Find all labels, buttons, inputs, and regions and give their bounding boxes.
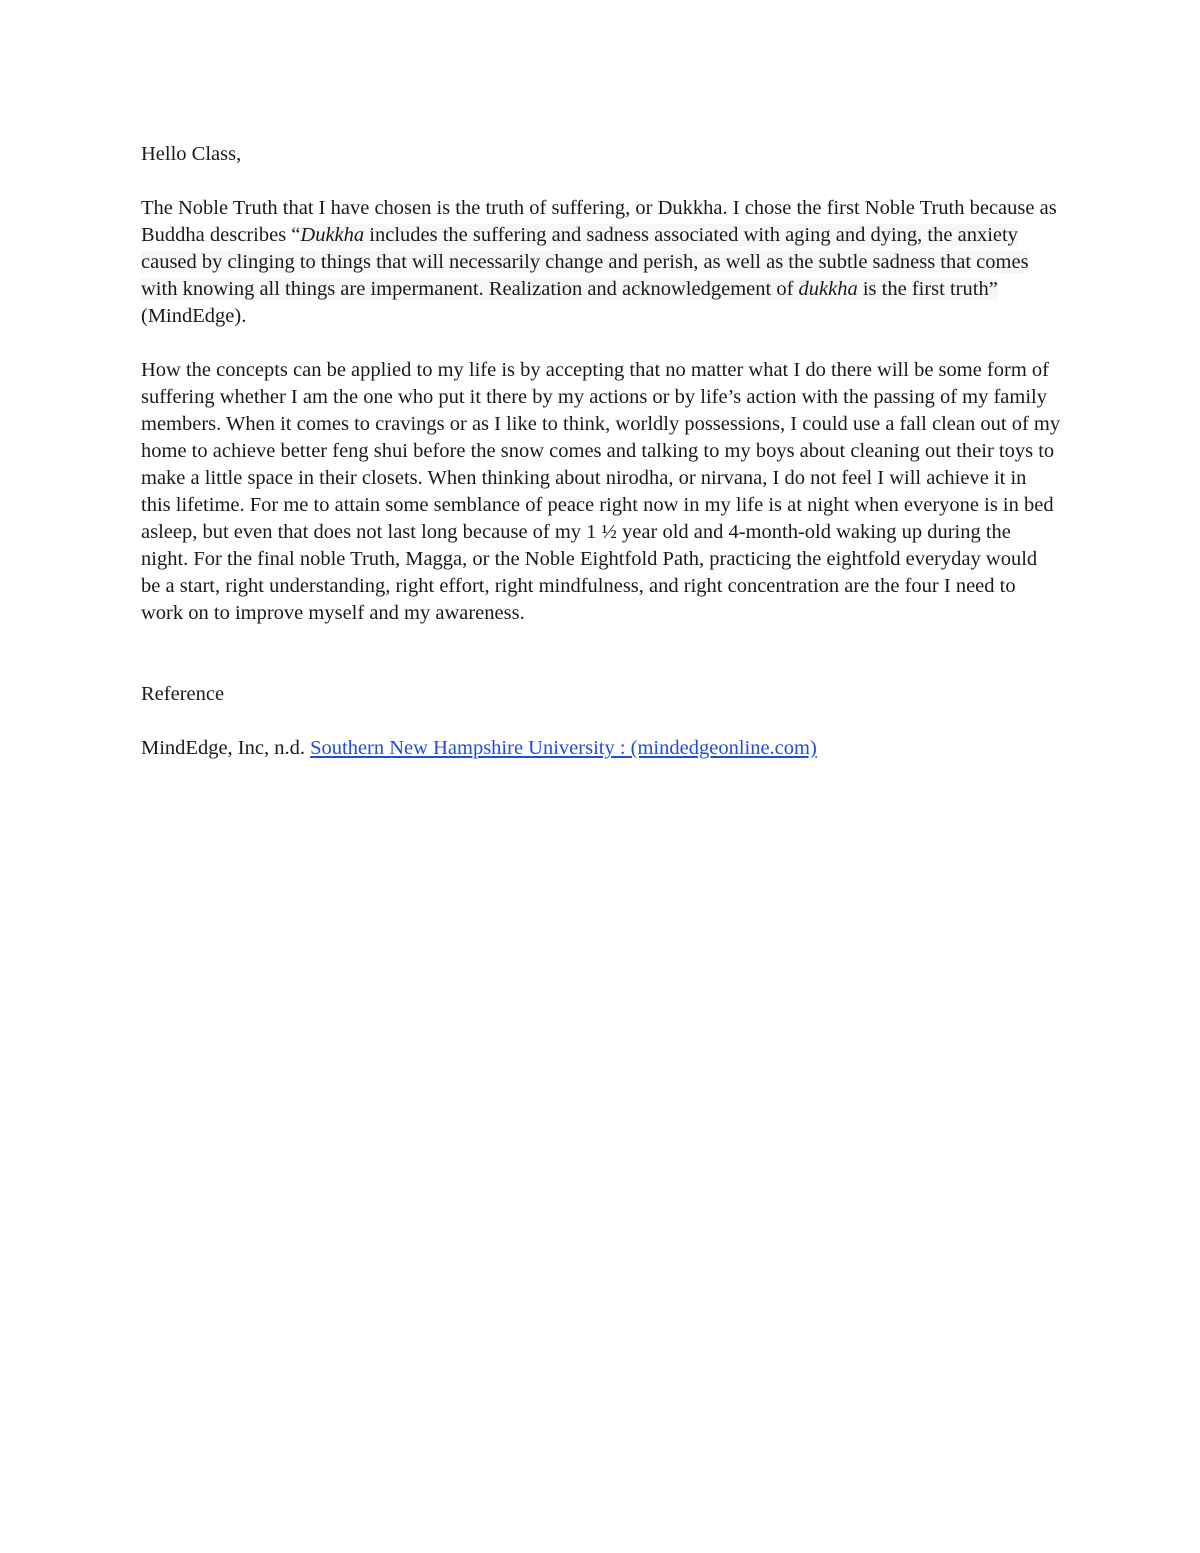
citation: (MindEdge). <box>141 305 247 327</box>
paragraph-application: How the concepts can be applied to my life is by accepting that no matter what I do there will be some form of suffering whether I am the one who put it there by my actions or by life’s action with the passing of my family members. When it comes to cravings or as I like to think, worldly possessions, I could use a fall clean out of my home to achieve better feng shui before the snow comes and talking to my boys about cleaning out their toys to make a little space in their closets. When thinking about nirodha, or nirvana, I do not feel I will achieve it in this lifetime. For me to attain some semblance of peace right now in my life is at night when everyone is in bed asleep, but even that does not last long because of my 1 ½ year old and 4-month-old waking up during the night. For the final noble Truth, Magga, or the Noble Eightfold Path, practicing the eightfold everyday would be a start, right understanding, right effort, right mindfulness, and right concentration are the four I need to work on to improve myself and my awareness. <box>141 359 1061 624</box>
paragraph-intro: The Noble Truth that I have chosen is the truth of suffering, or Dukkha. I chose the first Noble Truth because as Buddha describes “ <box>141 197 1057 246</box>
paragraph-noble-truth <box>141 195 1061 330</box>
quote-end: is the first truth” <box>857 278 998 300</box>
document-body <box>141 141 1061 762</box>
reference-prefix: MindEdge, Inc, n.d. <box>141 737 311 759</box>
reference-link[interactable]: Southern New Hampshire University : (mindedgeonline.com) <box>310 737 817 759</box>
term-dukkha-lower: dukkha <box>798 278 858 300</box>
greeting: Hello Class, <box>141 143 242 165</box>
reference-entry <box>141 735 1061 762</box>
term-dukkha-capital: Dukkha <box>300 224 365 246</box>
reference-heading: Reference <box>141 683 225 705</box>
quote-middle: includes the suffering and sadness associated with aging and dying, the anxiety caused by clinging to things that will necessarily change and perish, as well as the subtle sadness that comes with knowing all things are impermanent. Realization and acknowledgement of <box>141 224 1029 300</box>
